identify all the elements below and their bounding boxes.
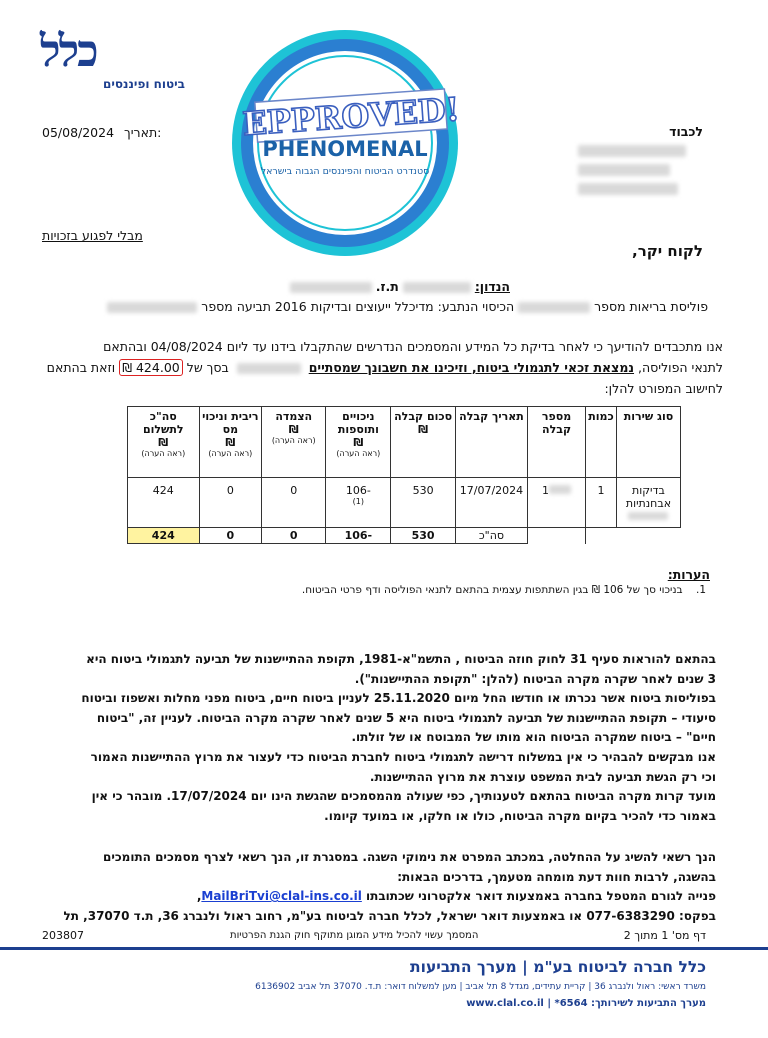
claim-coverage-label: הכיסוי הנתבע: מדיכלל ייעוצים ובדיקות 2016 תביעה מספר — [201, 299, 515, 314]
company-contact: מערך התביעות לשירותך: 6564* | www.clal.co.il — [466, 998, 706, 1009]
table-header-row — [128, 407, 681, 478]
th-receipt-date: תאריך קבלה — [455, 407, 527, 478]
statute-section — [48, 650, 716, 826]
subject-label: הנדון: — [474, 279, 510, 294]
company-name: כלל חברה לביטוח בע"מ — [533, 958, 706, 976]
document-code: 203807 — [42, 929, 84, 942]
cell-linkage: 0 — [262, 478, 326, 528]
company-footer-title: כלל חברה לביטוח בע"מ | מערך התביעות — [410, 958, 706, 976]
id-label: ת.ז. — [375, 279, 399, 294]
note-number: 1. — [695, 584, 706, 596]
seal-brand-text: PHENOMENAL — [262, 137, 428, 161]
cell-deduction: -106 (1) — [326, 478, 391, 528]
logo-tagline: ביטוח ופיננסים — [102, 77, 185, 91]
paid-amount: 424.00 ₪ — [119, 359, 183, 376]
subject-line-1 — [290, 279, 510, 294]
decision-line-2 — [33, 357, 723, 378]
policy-terms-text: לתנאי הפוליסה, — [638, 360, 723, 375]
th-deductions: ניכויים ותוספות ₪ (ראה הערה) — [326, 407, 391, 478]
approved-seal — [228, 26, 462, 260]
total-label: סה"כ — [455, 528, 527, 544]
statute-line: אנו מבקשים להבהיר כי אין במשלוח דרישה לתגמולי ביטוח לחברת הביטוח כדי לעצור את מרוץ ההתיישנות האמור — [90, 749, 716, 764]
statute-line: 3 שנים לאחר שקרה מקרה הביטוח (להלן: "תקופת ההתיישנות"). — [354, 671, 716, 686]
statute-line: חיים" – ביטוח שמקרה הביטוח הוא מותו של המבוטח או של זולתו. — [351, 730, 716, 745]
amount-prefix: בסך של — [186, 360, 229, 375]
department-name: מערך התביעות — [410, 958, 517, 976]
decision-line-3: לחישוב המפורט להלן: — [604, 381, 723, 396]
logo-wordmark: כלל — [40, 26, 97, 77]
cell-interest: 0 — [199, 478, 262, 528]
seal-country-text: סטנדרט הביטוח והפיננסים הגבוה בישראל — [260, 166, 430, 177]
privacy-label: מבלי לפגוע בזכויות — [42, 228, 143, 243]
th-total: סה"כ לתשלום ₪ (ראה הערה) — [128, 407, 200, 478]
cell-total: 424 — [128, 478, 200, 528]
statute-line: סיעודי – תקופת ההתיישנות של תביעה לתגמולי ביטוח היא 5 שנים לאחר שקרה מקרה הביטוח. לעניין זה, "ביטוח — [96, 710, 716, 725]
th-qty: כמות — [586, 407, 617, 478]
policy-number-label: פוליסת בריאות מספר — [594, 299, 708, 314]
th-interest: ריבית וניכוי מס ₪ (ראה הערה) — [199, 407, 262, 478]
appeal-email-prefix: פנייה לגורם המטפל בחברה באמצעות דואר אלקטרוני שכתובתו — [366, 889, 716, 904]
page-number: דף מס' 1 מתוך 2 — [623, 929, 706, 942]
appeal-line: פנייה לגורם המטפל בחברה באמצעות דואר אלקטרוני שכתובתו MailBriTvi@clal-ins.co.il, — [196, 889, 716, 904]
decision-paragraph — [33, 336, 723, 399]
appeal-line: הנך רשאי להשיג על ההחלטה, במכתב המפרט את נימוקי השגה. במסגרת זו, הנך רשאי לצרף מסמכים התומכים — [102, 850, 716, 864]
date-row — [42, 125, 161, 140]
seal-graphic — [228, 26, 462, 260]
th-service: סוג שירות — [616, 407, 680, 478]
greeting: לקוח יקר, — [632, 242, 703, 260]
statute-line: וכי רק הגשת תביעה לבית המשפט עוצרת את מרוץ ההתיישנות. — [369, 769, 716, 784]
note-text: בניכוי סך של 106 ₪ בגין השתתפות עצמית בהתאם לתנאי הפוליסה ודף פרטי הביטוח. — [301, 584, 683, 596]
seal-stamp-text: EPPROVED! — [241, 90, 461, 144]
appeal-section — [48, 848, 716, 926]
th-linkage: הצמדה ₪ (ראה הערה) — [262, 407, 326, 478]
notes-title: הערות: — [667, 567, 710, 582]
note-item — [302, 584, 706, 596]
clal-logo — [40, 26, 185, 91]
to-label: לכבוד — [669, 124, 703, 139]
total-linkage: 0 — [262, 528, 326, 544]
subject-line-2 — [107, 299, 708, 314]
appeal-line: בהשגה, לרבות חוות דעת מומחה מטעמך, בדרכים הבאות: — [397, 869, 716, 884]
company-website-link[interactable]: www.clal.co.il — [466, 998, 544, 1009]
th-receipt-no: מספר קבלה — [528, 407, 586, 478]
statute-line: מועד קרות מקרה הביטוח בהתאם לטענותיך, כפי שעולה מהמסמכים שהגשת הינו יום 17/07/2024. מובהר כי אין — [91, 789, 716, 804]
recipient-address — [578, 142, 688, 199]
cell-date: 17/07/2024 — [455, 478, 527, 528]
service-label: מערך התביעות לשירותך: — [591, 998, 706, 1009]
appeal-email-link[interactable]: MailBriTvi@clal-ins.co.il — [201, 889, 362, 904]
claims-table — [127, 406, 681, 544]
cell-amount: 530 — [391, 478, 456, 528]
total-interest: 0 — [199, 528, 262, 544]
date-label: תאריך: — [124, 125, 162, 140]
appeal-line: בפקס: 077-6383290 או באמצעות דואר ישראל, לכלל חברה לביטוח בע"מ, רחוב ראול ולנברג 36, ת.ד 37070, תל — [63, 908, 716, 923]
date-value: 05/08/2024 — [42, 125, 115, 140]
footer-divider — [0, 947, 768, 950]
statute-line: בפוליסות ביטוח אשר נכרתו או חודשו החל מיום 25.11.2020 לעניין ביטוח חיים, ביטוח מפני מחלות ואשפוז וביטוח — [81, 691, 716, 706]
th-receipt-amount: סכום קבלה ₪ — [391, 407, 456, 478]
total-amount: 530 — [391, 528, 456, 544]
service-phone: 6564* — [554, 998, 588, 1009]
statute-line: באמור כדי להכיר בקיום מקרה הביטוח, כולו או חלקו, או במועד קיומו. — [324, 808, 716, 823]
table-row — [128, 478, 681, 528]
amount-suffix: וזאת בהתאם — [46, 360, 116, 375]
eligibility-text: נמצאת זכאי לתגמולי ביטוח, וזיכינו את חשבונך שמסתיים — [308, 360, 635, 375]
decision-line-1: אנו מתכבדים להודיעך כי לאחר בדיקת כל המידע והמסמכים הנדרשים שהתקבלו בידנו עד ליום 04/08/2024 ובהתאם — [103, 339, 723, 354]
company-address: משרד ראשי: ראול ולנברג 36 | קריית עתידים, מגדל 8 תל אביב | מען למשלוח דואר: ת.ד. 37070 תל אביב 6136902 — [255, 982, 706, 992]
statute-line: בהתאם להוראות סעיף 31 לחוק חוזה הביטוח , התשמ"א-1981, תקופת ההתיישנות של תביעה לתגמולי ביטוח היא — [86, 652, 716, 666]
cell-qty: 1 — [586, 478, 617, 528]
total-deduction: -106 — [326, 528, 391, 544]
total-payable: 424 — [128, 528, 200, 544]
cell-receipt-no: 1 — [528, 478, 586, 528]
privacy-disclaimer: המסמך עשוי להכיל מידע המוגן מתוקף חוק הגנת הפרטיות — [230, 930, 479, 941]
table-total-row — [128, 528, 681, 544]
cell-service: בדיקות אבחנתיות — [616, 478, 680, 528]
